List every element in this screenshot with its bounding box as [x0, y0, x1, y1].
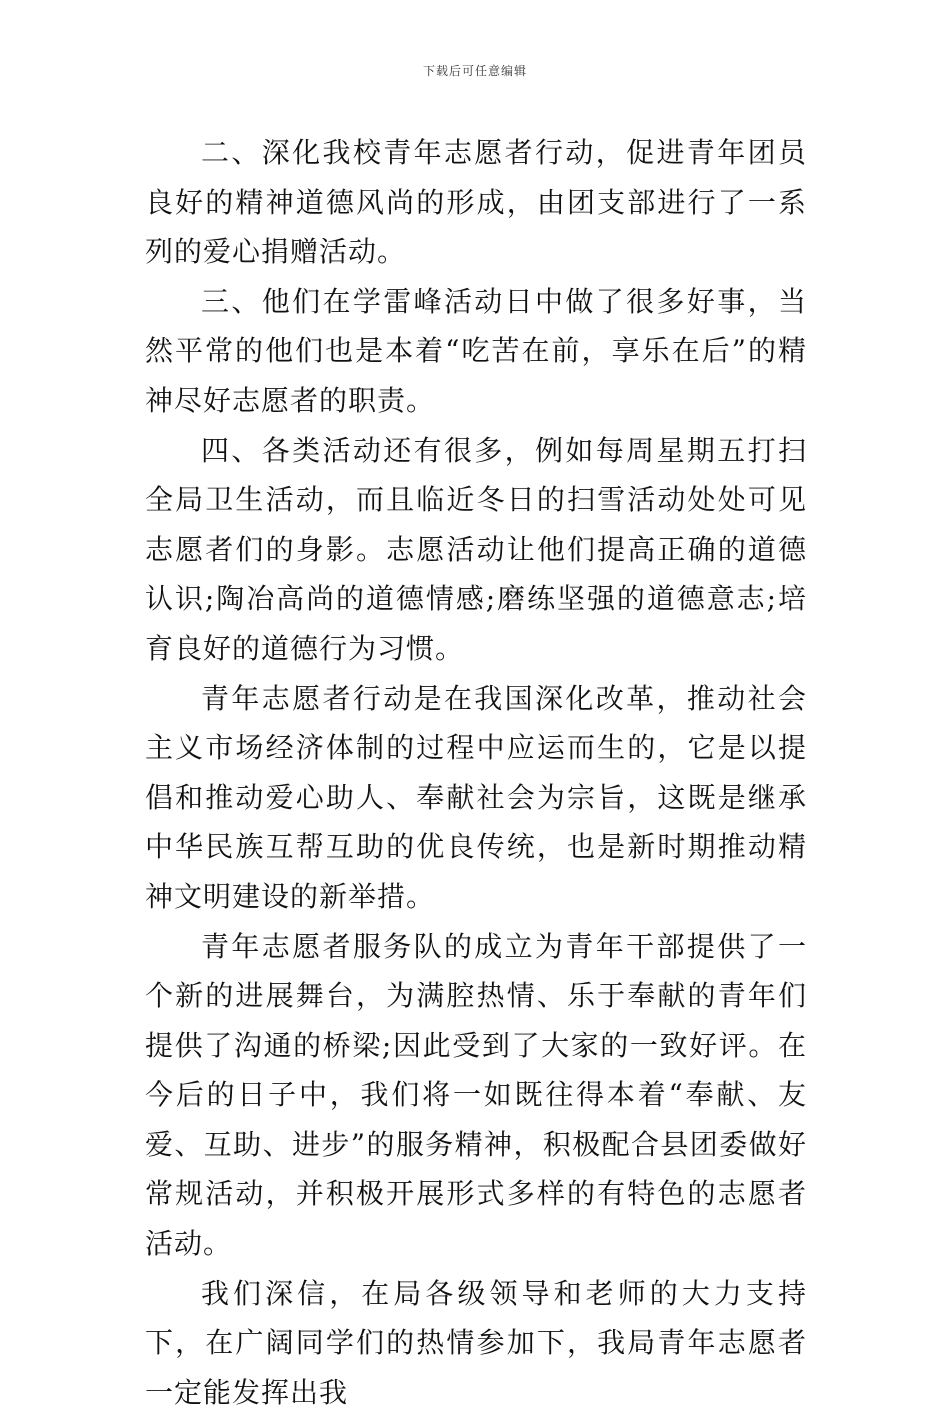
paragraph: 青年志愿者行动是在我国深化改革，推动社会主义市场经济体制的过程中应运而生的，它是以提倡和推动爱心助人、奉献社会为宗旨，这既是继承中华民族互帮互助的优良传统，也是新时期推动精神文明建设的新举措。	[145, 681, 807, 913]
paragraph: 三、他们在学雷峰活动日中做了很多好事，当然平常的他们也是本着“吃苦在前，享乐在后”的精神尽好志愿者的职责。	[145, 284, 807, 417]
header-note: 下载后可任意编辑	[422, 64, 527, 78]
document-body	[145, 128, 807, 1417]
paragraph: 四、各类活动还有很多，例如每周星期五打扫全局卫生活动，而且临近冬日的扫雪活动处处可见志愿者们的身影。志愿活动让他们提高正确的道德认识;陶冶高尚的道德情感;磨练坚强的道德意志;培育良好的道德行为习惯。	[145, 433, 807, 665]
paragraph: 青年志愿者服务队的成立为青年干部提供了一个新的进展舞台，为满腔热情、乐于奉献的青年们提供了沟通的桥梁;因此受到了大家的一致好评。在今后的日子中，我们将一如既往得本着“奉献、友爱、互助、进步”的服务精神，积极配合县团委做好常规活动，并积极开展形式多样的有特色的志愿者活动。	[145, 929, 807, 1261]
paragraph: 二、深化我校青年志愿者行动，促进青年团员良好的精神道德风尚的形成，由团支部进行了一系列的爱心捐赠活动。	[145, 136, 807, 269]
paragraph: 我们深信，在局各级领导和老师的大力支持下，在广阔同学们的热情参加下，我局青年志愿者一定能发挥出我	[145, 1276, 807, 1409]
